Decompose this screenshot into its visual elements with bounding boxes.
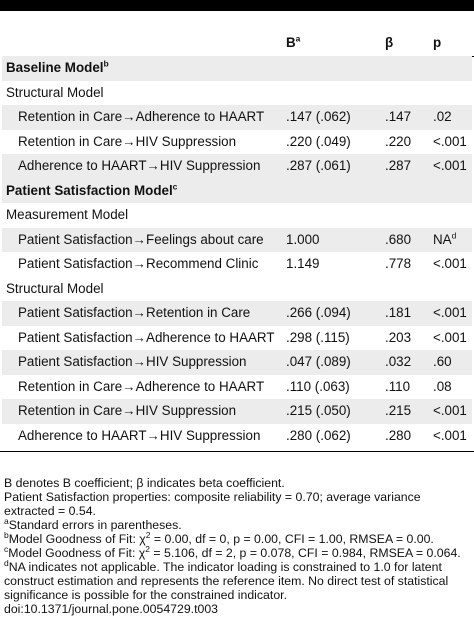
cell-B: .110 (.063): [286, 378, 350, 394]
cell-beta: .680: [385, 231, 412, 247]
top-border-bar: [0, 0, 474, 11]
cell-beta: .110: [385, 378, 411, 394]
cell-beta: .778: [385, 256, 412, 271]
table-row: [2, 350, 472, 375]
cell-beta: .032: [385, 354, 412, 369]
row-label: Retention in Care→Adherence to HAART: [18, 378, 265, 394]
row-label: Retention in Care→HIV Suppression: [18, 403, 237, 418]
header-beta: β: [385, 35, 394, 50]
table-row: [2, 252, 472, 277]
row-label: Baseline Model$^b$: [6, 58, 109, 75]
cell-p: .08: [433, 378, 452, 394]
table-row: [2, 130, 472, 155]
note-b-coefficient: B denotes B coefficient; β indicates beta coefficient.: [4, 476, 285, 490]
note-a: $^a$Standard errors in parentheses.: [4, 515, 182, 532]
note-b: $^b$Model Goodness of Fit: $\chi^2 = 0.00$, df = 0, p = 0.00, CFI = 1.00, RMSEA = 0.00.: [4, 529, 434, 546]
row-label: Patient Satisfaction→Recommend Clinic: [18, 256, 259, 271]
row-label: Measurement Model: [6, 207, 129, 222]
header-B: $B^a$: [286, 33, 301, 50]
subsection-row: [2, 81, 472, 106]
table-row: [2, 326, 472, 351]
cell-p: $NA^d$: [433, 230, 457, 247]
cell-p: <.001: [433, 158, 467, 173]
cell-beta: .181: [385, 305, 412, 320]
table-bottom-rule: [0, 451, 474, 452]
note-c: $^c$Model Goodness of Fit: $\chi^2 = 5.106$, df = 2, p = 0.078, CFI = 0.984, RMSEA = 0.064.: [4, 543, 461, 560]
subsection-row: [2, 277, 472, 302]
cell-B: .287 (.061): [286, 158, 351, 173]
cell-beta: .220: [385, 133, 412, 149]
table-row: [2, 228, 472, 253]
cell-beta: .203: [385, 329, 412, 345]
table-notes: [4, 476, 470, 616]
table-row: [2, 375, 472, 400]
header-p: p: [433, 35, 442, 50]
row-label: Retention in Care→HIV Suppression: [18, 133, 237, 149]
cell-p: <.001: [433, 305, 467, 320]
cell-B: .215 (.050): [286, 403, 351, 418]
row-label: Structural Model: [6, 84, 104, 100]
cell-p: <.001: [433, 329, 467, 345]
cell-p: <.001: [433, 256, 467, 271]
cell-beta: .215: [385, 403, 412, 418]
cell-beta: .147: [385, 109, 412, 124]
cell-p: <.001: [433, 133, 467, 149]
row-label: Patient Satisfaction Model$^c$: [6, 181, 178, 198]
cell-B: .047 (.089): [286, 354, 351, 369]
cell-B: .298 (.115): [286, 329, 350, 345]
table-row: [2, 301, 472, 326]
note-d: $^d$NA indicates not applicable. The indicator loading is constrained to 1.0 for latent construct estimation and represents the reference item. No direct test of statistical significance is possible for the constrained indicator.: [4, 557, 449, 602]
table-row: [2, 105, 472, 130]
cell-beta: .287: [385, 158, 412, 173]
cell-B: .280 (.062): [286, 427, 351, 443]
cell-p: <.001: [433, 403, 467, 418]
table-row: [2, 399, 472, 424]
row-label: Patient Satisfaction→Retention in Care: [18, 305, 251, 320]
table-row: [2, 424, 472, 449]
row-label: Adherence to HAART→HIV Suppression: [18, 158, 261, 173]
table-row: [2, 154, 472, 179]
cell-B: .266 (.094): [286, 305, 351, 320]
results-table: [2, 31, 472, 448]
row-label: Patient Satisfaction→Feelings about care: [18, 231, 264, 247]
section-header-row: [2, 179, 472, 204]
table-header-row: [2, 31, 472, 56]
row-label: Patient Satisfaction→HIV Suppression: [18, 354, 247, 369]
cell-B: .220 (.049): [286, 133, 351, 149]
cell-p: <.001: [433, 427, 467, 443]
note-satisfaction-properties: Patient Satisfaction properties: composite reliability = 0.70; average variance extracted = 0.54.: [4, 490, 421, 518]
row-label: Structural Model: [6, 280, 104, 296]
subsection-row: [2, 203, 472, 228]
cell-B: 1.149: [286, 256, 320, 271]
cell-beta: .280: [385, 427, 412, 443]
row-label: Retention in Care→Adherence to HAART: [18, 109, 265, 124]
section-header-row: [2, 56, 472, 81]
cell-B: 1.000: [286, 231, 320, 247]
note-doi: doi:10.1371/journal.pone.0054729.t003: [4, 602, 219, 616]
cell-p: .02: [433, 109, 452, 124]
row-label: Adherence to HAART→HIV Suppression: [18, 427, 261, 443]
cell-p: .60: [433, 354, 452, 369]
cell-B: .147 (.062): [286, 109, 351, 124]
table-body: [2, 56, 472, 448]
row-label: Patient Satisfaction→Adherence to HAART: [18, 329, 275, 345]
